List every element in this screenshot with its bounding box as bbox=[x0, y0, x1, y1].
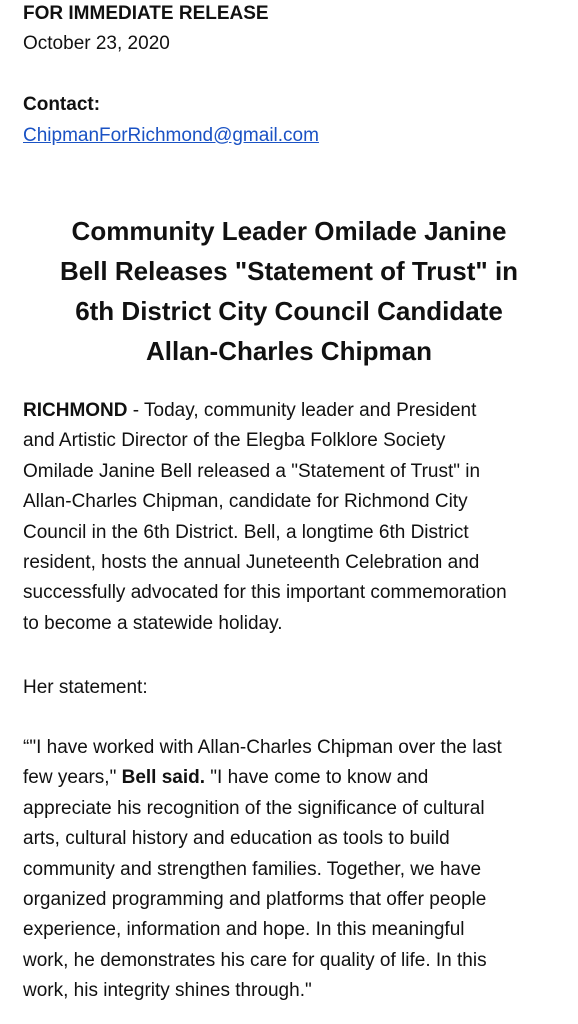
paragraph-statement-intro bbox=[23, 673, 568, 703]
contact-label: Contact: bbox=[23, 94, 101, 115]
paragraph-line: resident, hosts the annual Juneteenth Celebration and bbox=[23, 552, 480, 574]
paragraph-line: Omilade Janine Bell released a "Statement of Trust" in bbox=[23, 460, 481, 482]
headline-line: Community Leader Omilade Janine bbox=[71, 216, 507, 246]
contact-email-link[interactable]: ChipmanForRichmond@gmail.com bbox=[23, 125, 319, 146]
paragraph-line: successfully advocated for this important commemoration bbox=[23, 582, 507, 604]
paragraph-line: work, he demonstrates his care for quality of life. In this bbox=[23, 949, 487, 971]
paragraph-line: experience, information and hope. In this meaningful bbox=[23, 919, 465, 941]
quote-text: "I have come to know and bbox=[205, 767, 429, 789]
dateline: RICHMOND bbox=[23, 400, 128, 421]
quote-text: few years," bbox=[23, 767, 122, 789]
paragraph-line: and Artistic Director of the Elegba Folklore Society bbox=[23, 430, 446, 452]
paragraph-quote bbox=[23, 733, 568, 1007]
paragraph-line: to become a statewide holiday. bbox=[23, 612, 283, 634]
paragraph-line: organized programming and platforms that offer people bbox=[23, 889, 487, 911]
paragraph-line: work, his integrity shines through." bbox=[23, 980, 312, 1002]
paragraph-line: Her statement: bbox=[23, 677, 148, 698]
paragraph-line: Council in the 6th District. Bell, a longtime 6th District bbox=[23, 521, 469, 543]
paragraph-line: “"I have worked with Allan-Charles Chipman over the last bbox=[23, 737, 502, 758]
paragraph-text: - Today, community leader and President bbox=[127, 400, 477, 421]
release-label: FOR IMMEDIATE RELEASE bbox=[23, 3, 269, 24]
attribution: Bell said. bbox=[121, 767, 206, 789]
release-date: October 23, 2020 bbox=[23, 33, 170, 54]
paragraph-line: Allan-Charles Chipman, candidate for Richmond City bbox=[23, 491, 468, 513]
headline-line: 6th District City Council Candidate bbox=[75, 296, 503, 326]
headline-line: Bell Releases "Statement of Trust" in bbox=[59, 256, 519, 286]
headline-line: Allan-Charles Chipman bbox=[145, 336, 433, 366]
paragraph-line: community and strengthen families. Together, we have bbox=[23, 858, 482, 880]
paragraph-intro bbox=[23, 396, 568, 639]
paragraph-line: arts, cultural history and education as tools to build bbox=[23, 828, 450, 850]
paragraph-line: appreciate his recognition of the significance of cultural bbox=[23, 797, 485, 819]
headline bbox=[0, 211, 578, 371]
